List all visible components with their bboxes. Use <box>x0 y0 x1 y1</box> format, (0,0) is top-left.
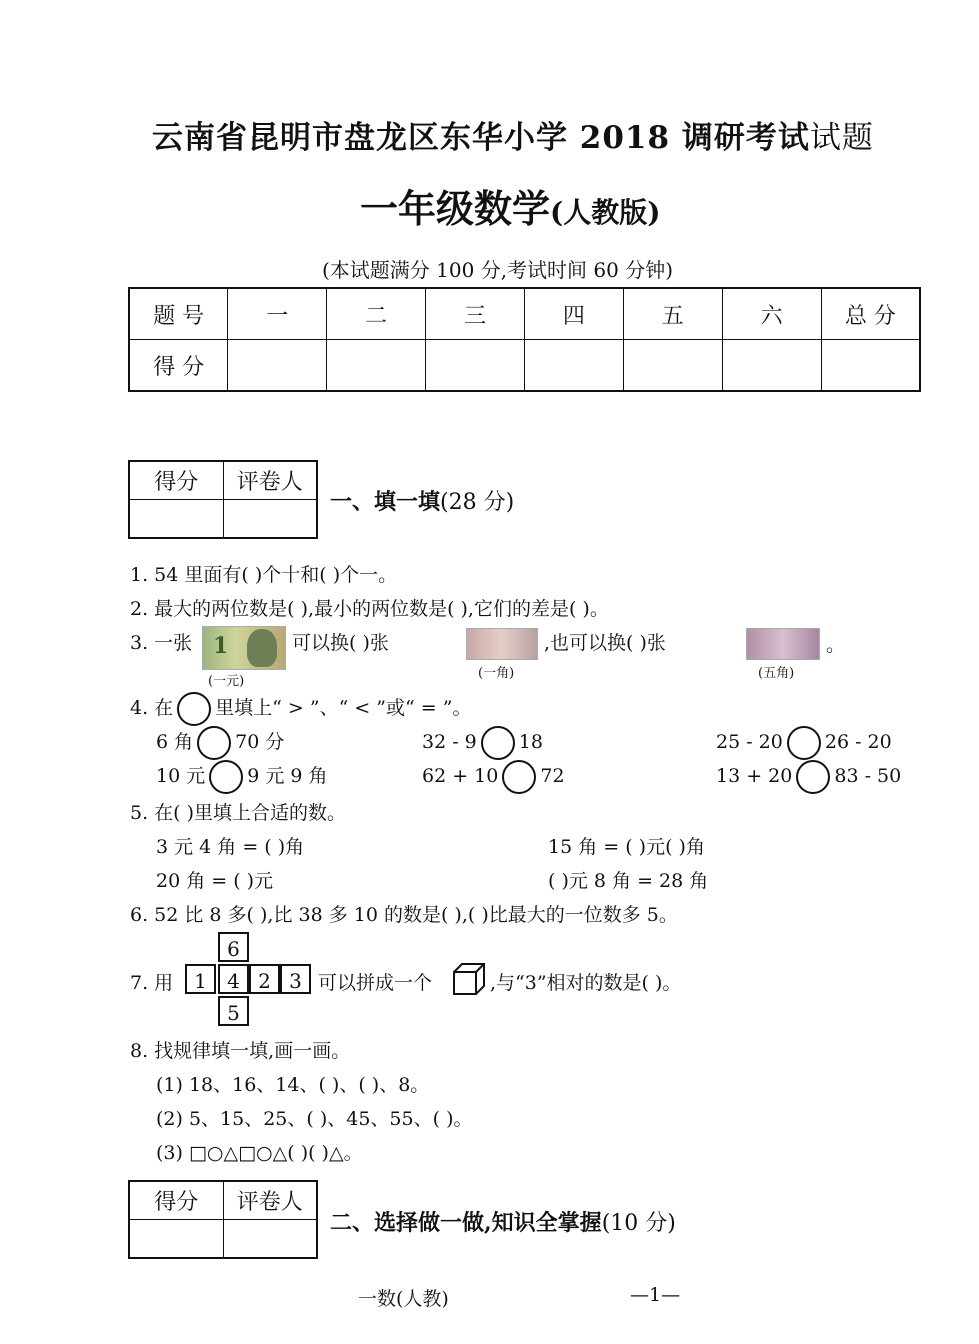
exam-title <box>152 112 874 157</box>
section2-heading <box>330 1206 676 1237</box>
grader-box-section1 <box>128 460 318 539</box>
score-blank[interactable] <box>623 340 722 392</box>
section1-title: 填一填 <box>374 489 441 515</box>
score-blank[interactable] <box>722 340 821 392</box>
net-cell: 5 <box>218 996 249 1026</box>
page-number: —1— <box>630 1284 681 1306</box>
score-header-cell: 五 <box>623 288 722 340</box>
question-3-part-d: 。 <box>826 634 846 656</box>
score-blank[interactable] <box>426 340 525 392</box>
section2-num: 二、 <box>330 1210 375 1236</box>
grader-score-blank[interactable] <box>129 500 223 539</box>
score-blank[interactable] <box>327 340 426 392</box>
score-blank[interactable] <box>525 340 624 392</box>
fill-item: ( )元 8 角 = 28 角 <box>548 870 709 892</box>
exam-subtitle: (本试题满分 100 分,考试时间 60 分钟) <box>322 258 674 282</box>
score-header-cell: 总 分 <box>821 288 920 340</box>
grader-score-label: 得分 <box>129 461 223 500</box>
compare-item <box>422 760 565 794</box>
question-4 <box>130 692 471 726</box>
section2-points: (10 分) <box>601 1211 676 1236</box>
fill-item: 3 元 4 角 = ( )角 <box>156 836 305 858</box>
compare-answer-circle[interactable] <box>796 760 830 794</box>
grader-name-label: 评卷人 <box>223 461 317 500</box>
cube-icon <box>452 962 486 996</box>
compare-left: 10 元 <box>156 765 206 787</box>
net-cell: 6 <box>218 932 249 962</box>
question-8: 8. 找规律填一填,画一画。 <box>130 1040 351 1062</box>
compare-item <box>716 760 901 794</box>
compare-answer-circle[interactable] <box>502 760 536 794</box>
compare-right: 26 - 20 <box>824 731 892 753</box>
net-cell: 3 <box>280 964 311 994</box>
net-cell: 1 <box>185 964 216 994</box>
pattern-item: (1) 18、16、14、( )、( )、8。 <box>156 1074 430 1096</box>
compare-answer-circle[interactable] <box>209 760 243 794</box>
net-cell: 2 <box>249 964 280 994</box>
score-header-cell: 四 <box>525 288 624 340</box>
question-7-part-b: 可以拼成一个 <box>318 972 433 994</box>
question-6: 6. 52 比 8 多( ),比 38 多 10 的数是( ),( )比最大的一位数多 5。 <box>130 904 678 926</box>
score-blank[interactable] <box>821 340 920 392</box>
section1-num: 一、 <box>330 489 375 515</box>
compare-right: 83 - 50 <box>834 765 902 787</box>
fill-item: 15 角 = ( )元( )角 <box>548 836 705 858</box>
compare-answer-circle[interactable] <box>197 726 231 760</box>
one-yuan-banknote <box>202 626 286 670</box>
question-7-part-c: ,与“3”相对的数是( )。 <box>490 972 682 994</box>
score-table-header-row <box>129 288 920 340</box>
subject-name: 一年级数学 <box>360 186 551 231</box>
grader-name-blank[interactable] <box>223 1220 317 1259</box>
compare-item <box>156 726 284 760</box>
score-header-cell: 一 <box>228 288 327 340</box>
score-table-score-row <box>129 340 920 392</box>
question-3-part-b: 可以换( )张 <box>292 632 389 654</box>
compare-item <box>422 726 543 760</box>
banknote-numeral-icon: 1 <box>213 633 229 659</box>
compare-item <box>716 726 892 760</box>
compare-right: 18 <box>518 731 543 753</box>
pattern-item: (3) □○△□○△( )( )△。 <box>156 1142 363 1164</box>
compare-right: 70 分 <box>235 731 285 753</box>
grader-score-label: 得分 <box>129 1181 223 1220</box>
score-row-label: 得 分 <box>129 340 228 392</box>
compare-answer-circle[interactable] <box>481 726 515 760</box>
grader-box-section2 <box>128 1180 318 1259</box>
score-header-cell: 题 号 <box>129 288 228 340</box>
five-jiao-banknote <box>746 628 820 660</box>
question-4-part-a: 4. 在 <box>130 697 174 719</box>
section1-heading <box>330 485 514 516</box>
grader-score-blank[interactable] <box>129 1220 223 1259</box>
section1-points: (28 分) <box>440 490 515 515</box>
score-blank[interactable] <box>228 340 327 392</box>
question-7-part-a: 7. 用 <box>130 972 174 994</box>
pattern-item: (2) 5、15、25、( )、45、55、( )。 <box>156 1108 473 1130</box>
compare-answer-circle[interactable] <box>787 726 821 760</box>
compare-circle-icon <box>177 692 211 726</box>
question-2: 2. 最大的两位数是( ),最小的两位数是( ),它们的差是( )。 <box>130 598 609 620</box>
score-header-cell: 二 <box>327 288 426 340</box>
question-3-part-c: ,也可以换( )张 <box>544 632 666 654</box>
compare-left: 32 - 9 <box>422 731 477 753</box>
compare-left: 13 + 20 <box>716 765 793 787</box>
compare-left: 25 - 20 <box>716 731 783 753</box>
portrait-icon <box>247 629 277 667</box>
question-1: 1. 54 里面有( )个十和( )个一。 <box>130 564 398 586</box>
footer-subject: 一数(人教) <box>358 1288 449 1310</box>
compare-right: 72 <box>540 765 565 787</box>
score-header-cell: 三 <box>426 288 525 340</box>
net-cell: 4 <box>218 964 249 994</box>
title-main: 云南省昆明市盘龙区东华小学 2018 调研考试 <box>152 120 810 156</box>
compare-left: 6 角 <box>156 731 194 753</box>
score-table <box>128 287 921 392</box>
grader-name-blank[interactable] <box>223 500 317 539</box>
question-3-part-a: 3. 一张 <box>130 632 193 654</box>
title-suffix: 试题 <box>809 120 874 156</box>
edition-label: (人教版) <box>550 196 661 229</box>
compare-item <box>156 760 328 794</box>
compare-left: 62 + 10 <box>422 765 499 787</box>
question-4-part-b: 里填上“ > ”、“ < ”或“ = ”。 <box>215 697 472 719</box>
score-header-cell: 六 <box>722 288 821 340</box>
five-jiao-caption: (五角) <box>758 666 795 681</box>
fill-item: 20 角 = ( )元 <box>156 870 274 892</box>
one-yuan-caption: (一元) <box>208 674 245 689</box>
section2-title: 选择做一做,知识全掌握 <box>374 1210 602 1236</box>
question-5: 5. 在( )里填上合适的数。 <box>130 802 347 824</box>
subject-title <box>360 178 661 233</box>
grader-name-label: 评卷人 <box>223 1181 317 1220</box>
compare-right: 9 元 9 角 <box>247 765 328 787</box>
one-jiao-banknote <box>466 628 538 660</box>
one-jiao-caption: (一角) <box>478 666 515 681</box>
